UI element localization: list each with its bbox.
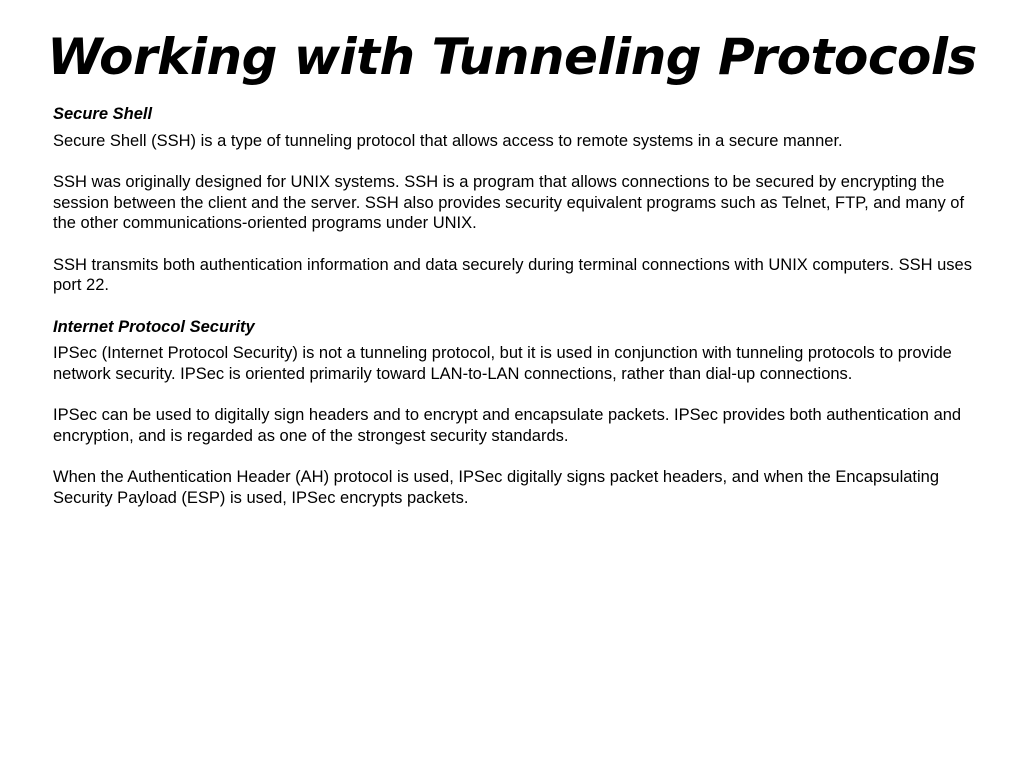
paragraph: When the Authentication Header (AH) protocol is used, IPSec digitally signs packet headers, and when the Encapsulating Security Payload (ESP) is used, IPSec encrypts packets.: [53, 468, 940, 507]
paragraph: SSH transmits both authentication information and data securely during terminal connections with UNIX computers. SSH uses port 22.: [53, 255, 972, 294]
section-heading: Secure Shell: [53, 105, 153, 123]
section-internet-protocol-security: [53, 317, 983, 509]
paragraph: IPSec (Internet Protocol Security) is not a tunneling protocol, but it is used in conjunction with tunneling protocols to provide network security. IPSec is oriented primarily toward LAN-to-LAN connections, rather than dial-up connections.: [53, 344, 952, 383]
paragraph: Secure Shell (SSH) is a type of tunneling protocol that allows access to remote systems in a secure manner.: [53, 131, 843, 150]
section-heading: Internet Protocol Security: [53, 317, 255, 336]
paragraph: IPSec can be used to digitally sign headers and to encrypt and encapsulate packets. IPSec provides both authentication and encryption, and is regarded as one of the strongest security standards.: [53, 406, 962, 445]
paragraph: SSH was originally designed for UNIX systems. SSH is a program that allows connections to be secured by encrypting the session between the client and the server. SSH also provides security equivalent programs such as Telnet, FTP, and many of the other communications-oriented programs under UNIX.: [53, 173, 965, 232]
slide-title: Working with Tunneling Protocols: [47, 28, 977, 86]
section-secure-shell: [53, 104, 983, 296]
slide-content: [53, 104, 983, 529]
